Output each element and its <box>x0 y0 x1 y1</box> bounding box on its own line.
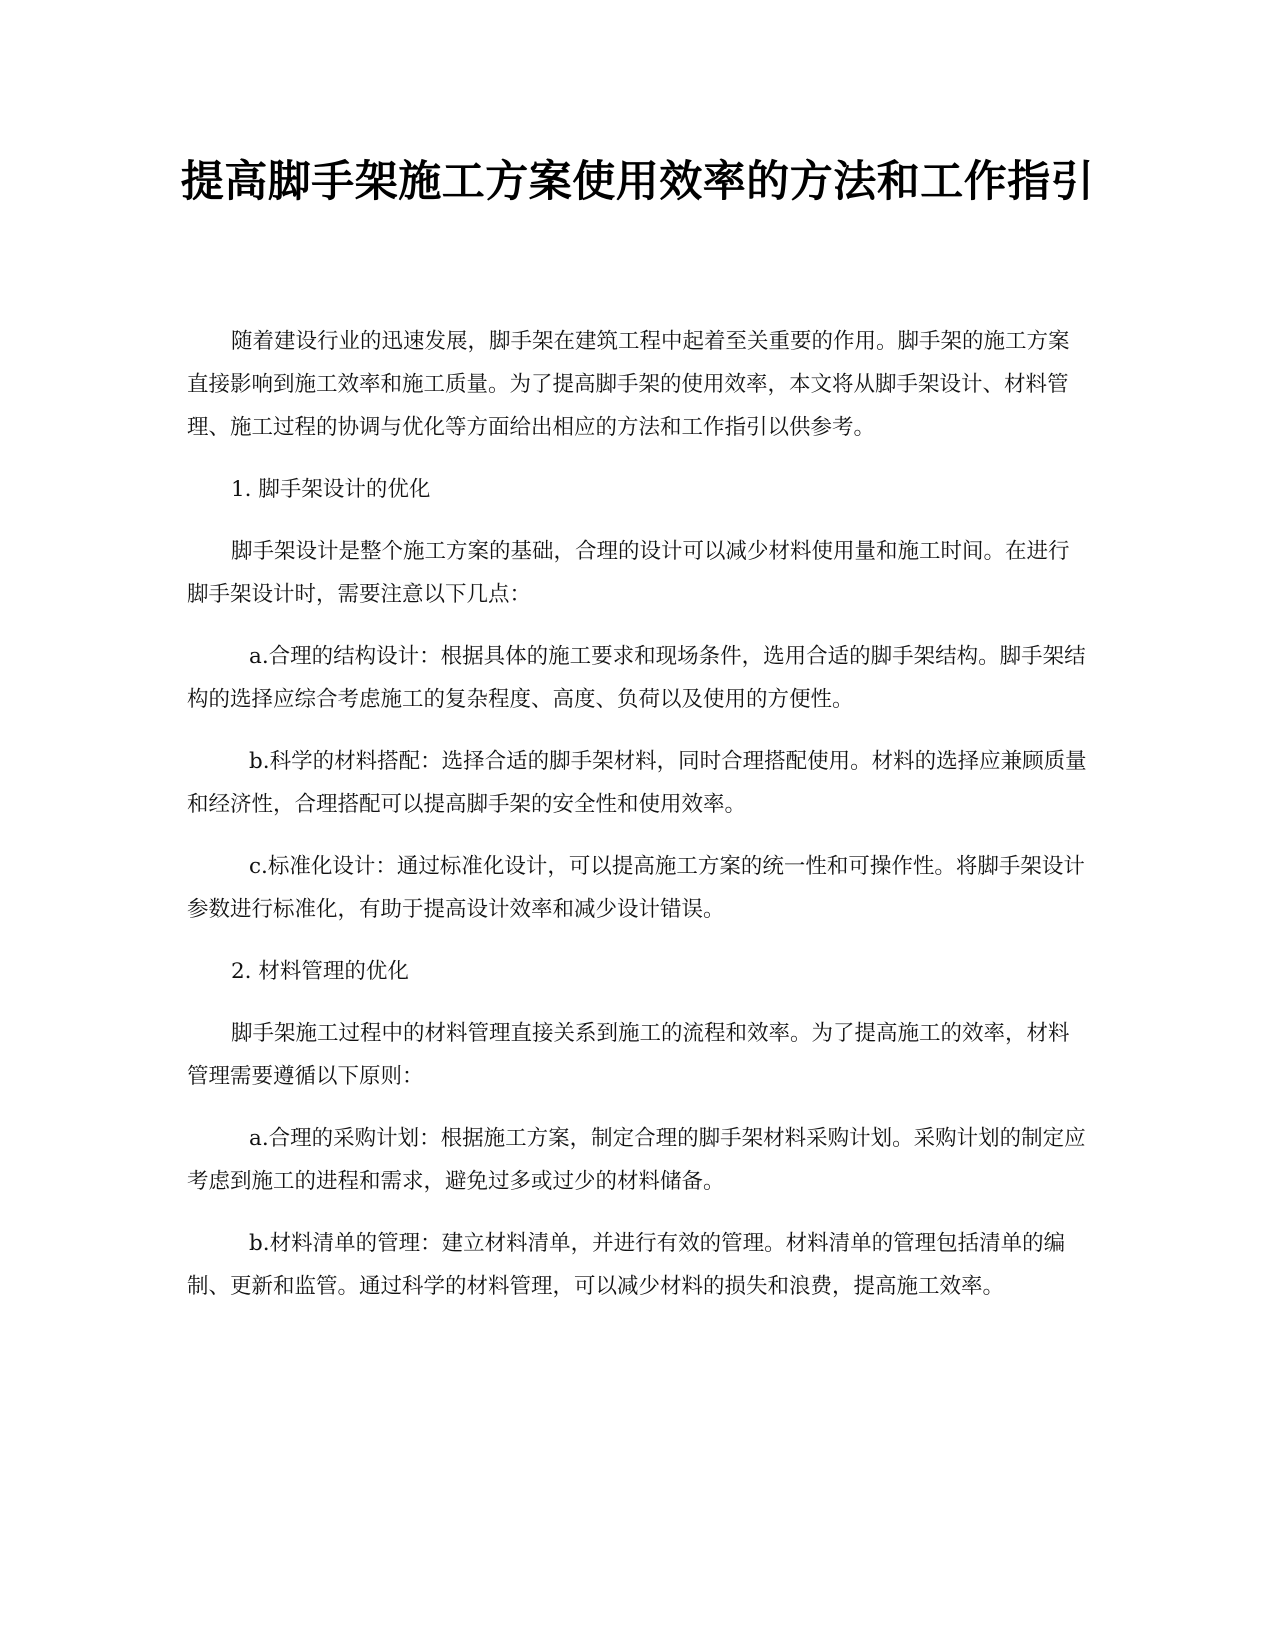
section-heading-materials: 2. 材料管理的优化 <box>231 959 409 984</box>
list-item-material-list: b.材料清单的管理：建立材料清单，并进行有效的管理。材料清单的管理包括清单的编制、更新和监管。通过科学的材料管理，可以减少材料的损失和浪费，提高施工效率。 <box>187 1231 1066 1299</box>
list-item-standardized-design: c.标准化设计：通过标准化设计，可以提高施工方案的统一性和可操作性。将脚手架设计参数进行标准化，有助于提高设计效率和减少设计错误。 <box>187 854 1085 922</box>
section-lead-design: 脚手架设计是整个施工方案的基础，合理的设计可以减少材料使用量和施工时间。在进行脚手架设计时，需要注意以下几点： <box>187 539 1070 607</box>
intro-paragraph: 随着建设行业的迅速发展，脚手架在建筑工程中起着至关重要的作用。脚手架的施工方案直接影响到施工效率和施工质量。为了提高脚手架的使用效率，本文将从脚手架设计、材料管理、施工过程的协调与优化等方面给出相应的方法和工作指引以供参考。 <box>187 329 1070 440</box>
list-item-structure-design: a.合理的结构设计：根据具体的施工要求和现场条件，选用合适的脚手架结构。脚手架结构的选择应综合考虑施工的复杂程度、高度、负荷以及使用的方便性。 <box>187 644 1086 712</box>
document-body <box>187 320 1087 1327</box>
section-heading-design: 1. 脚手架设计的优化 <box>231 477 431 502</box>
document-title: 提高脚手架施工方案使用效率的方法和工作指引 <box>180 157 1095 207</box>
list-item-material-matching: b.科学的材料搭配：选择合适的脚手架材料，同时合理搭配使用。材料的选择应兼顾质量和经济性，合理搭配可以提高脚手架的安全性和使用效率。 <box>187 749 1087 817</box>
section-lead-materials: 脚手架施工过程中的材料管理直接关系到施工的流程和效率。为了提高施工的效率，材料管理需要遵循以下原则： <box>187 1021 1070 1089</box>
list-item-procurement-plan: a.合理的采购计划：根据施工方案，制定合理的脚手架材料采购计划。采购计划的制定应考虑到施工的进程和需求，避免过多或过少的材料储备。 <box>187 1126 1086 1194</box>
